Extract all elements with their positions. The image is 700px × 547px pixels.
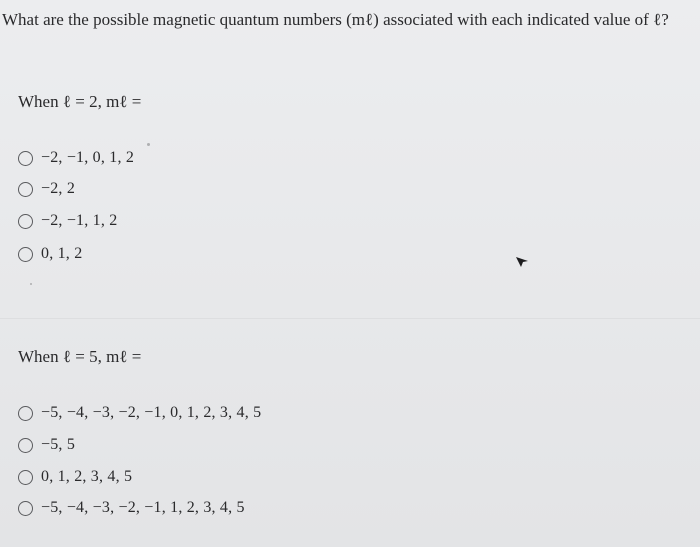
option-label: −5, −4, −3, −2, −1, 0, 1, 2, 3, 4, 5 — [41, 404, 262, 421]
radio-circle-icon[interactable] — [18, 247, 33, 262]
part-2-option-3[interactable] — [18, 466, 132, 488]
part-1-option-4[interactable] — [18, 243, 82, 265]
radio-circle-icon[interactable] — [18, 438, 33, 453]
radio-circle-icon[interactable] — [18, 470, 33, 485]
part-2-option-1[interactable] — [18, 402, 261, 424]
part-2-option-4[interactable] — [18, 497, 245, 519]
screen-speck — [30, 283, 32, 285]
option-label: −2, −1, 1, 2 — [41, 212, 118, 229]
option-label: −5, −4, −3, −2, −1, 1, 2, 3, 4, 5 — [41, 499, 245, 516]
radio-circle-icon[interactable] — [18, 182, 33, 197]
part-1-option-3[interactable] — [18, 210, 117, 232]
radio-circle-icon[interactable] — [18, 214, 33, 229]
question-title: What are the possible magnetic quantum numbers (mℓ) associated with each indicated value of ℓ? — [2, 10, 669, 29]
option-label: −2, 2 — [41, 180, 76, 197]
radio-circle-icon[interactable] — [18, 406, 33, 421]
mouse-pointer-icon — [515, 254, 529, 268]
part-2-prompt: When ℓ = 5, mℓ = — [18, 347, 142, 366]
part-1-option-1[interactable] — [18, 147, 134, 169]
part-1-option-2[interactable] — [18, 178, 75, 200]
radio-circle-icon[interactable] — [18, 151, 33, 166]
option-label: 0, 1, 2, 3, 4, 5 — [41, 468, 133, 485]
part-1-prompt: When ℓ = 2, mℓ = — [18, 92, 142, 111]
radio-circle-icon[interactable] — [18, 501, 33, 516]
option-label: −2, −1, 0, 1, 2 — [41, 149, 135, 166]
option-label: 0, 1, 2 — [41, 245, 83, 262]
part-2-option-2[interactable] — [18, 434, 75, 456]
screen-speck — [147, 143, 150, 146]
section-divider — [0, 318, 700, 319]
option-label: −5, 5 — [41, 436, 76, 453]
